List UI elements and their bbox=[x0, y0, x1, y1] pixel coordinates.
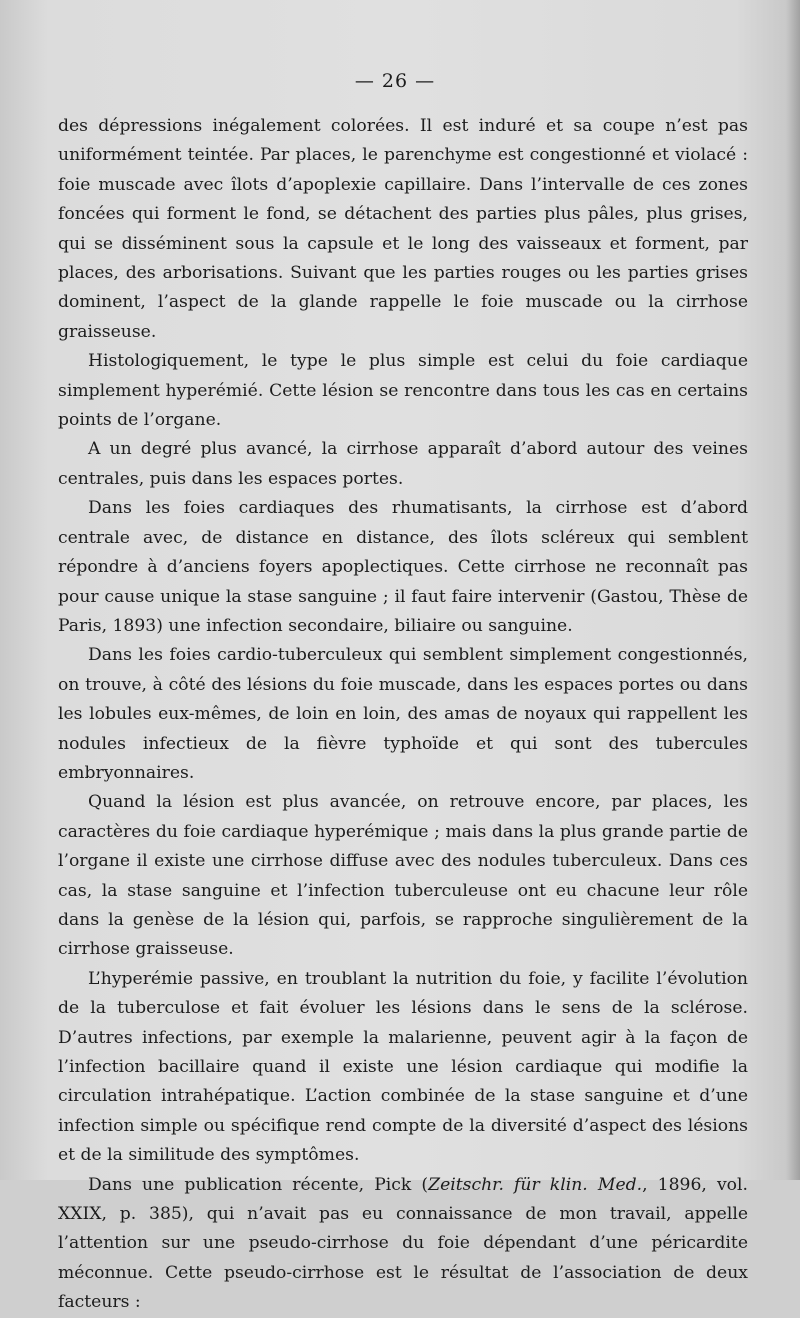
pick-text-before: Dans une publication récente, Pick ( bbox=[88, 1174, 429, 1195]
body-text bbox=[58, 112, 748, 1318]
paragraph-passive-hyperemia: L’hyperémie passive, en troublant la nutrition du foie, y facilite l’évolution de la tuberculose et fait évoluer les lésions dans le sens de la sclérose. D’autres infections, par exemple la malarienne, peuvent agir à la façon de l’infection bacillaire quand il existe une lésion cardiaque qui modifie la circulation intrahépatique. L’action combinée de la stase sanguine et d’une infection simple ou spécifique rend compte de la diversité d’aspect des lésions et de la similitude des symptômes. bbox=[58, 968, 748, 1166]
page-number: — 26 — bbox=[354, 70, 436, 92]
paragraph-advanced-lesion: Quand la lésion est plus avancée, on retrouve encore, par places, les caractères du foie cardiaque hyperémique ; mais dans la plus grande partie de l’organe il existe une cirrhose diffuse avec des nodules tuberculeux. Dans ces cas, la stase sanguine et l’infection tuberculeuse ont eu chacune leur rôle dans la genèse de la lésion qui, parfois, se rapproche singulièrement de la cirrhose graisseuse. bbox=[58, 792, 748, 960]
paragraph-cardio-tuberculous: Dans les foies cardio-tuberculeux qui semblent simplement congestionnés, on trouve, à côté des lésions du foie muscade, dans les espaces portes ou dans les lobules eux-mêmes, de loin en loin, des amas de noyaux qui rappellent les nodules infectieux de la fièvre typhoïde et qui sont des tubercules embryonnaires. bbox=[58, 645, 748, 783]
paragraph-rheumatic: Dans les foies cardiaques des rhumatisants, la cirrhose est d’abord centrale avec, de distance en distance, des îlots scléreux qui semblent répondre à d’anciens foyers apoplectiques. Cette cirrhose ne reconnaît pas pour cause unique la stase sanguine ; il faut faire intervenir (Gastou, Thèse de Paris, 1893) une infection secondaire, biliaire ou sanguine. bbox=[58, 498, 748, 636]
page-edge-shadow bbox=[786, 0, 800, 1180]
paragraph-advanced-degree: A un degré plus avancé, la cirrhose apparaît d’abord autour des veines centrales, puis dans les espaces portes. bbox=[58, 439, 748, 489]
journal-title: Zeitschr. für klin. Med. bbox=[428, 1174, 643, 1195]
pick-text-after: , 1896, vol. XXIX, p. 385), qui n’avait pas eu connaissance de mon travail, appelle l’attention sur une pseudo-cirrhose du foie dépendant d’une péricardite méconnue. Cette pseudo-cirrhose est le résultat de l’association de deux facteurs : bbox=[58, 1174, 748, 1313]
paragraph-histology: Histologiquement, le type le plus simple est celui du foie cardiaque simplement hyperémié. Cette lésion se rencontre dans tous les cas en certains points de l’organe. bbox=[58, 351, 748, 431]
paragraph-continuation: des dépressions inégalement colorées. Il est induré et sa coupe n’est pas uniformément teintée. Par places, le parenchyme est congestionné et violacé : foie muscade avec îlots d’apoplexie capillaire. Dans l’intervalle de ces zones foncées qui forment le fond, se détachent des parties plus pâles, plus grises, qui se disséminent sous la capsule et le long des vaisseaux et forment, par places, des arborisations. Suivant que les parties rouges ou les parties grises dominent, l’aspect de la glande rappelle le foie muscade ou la cirrhose graisseuse. bbox=[58, 116, 748, 342]
paragraph-pick-publication bbox=[58, 1171, 748, 1318]
